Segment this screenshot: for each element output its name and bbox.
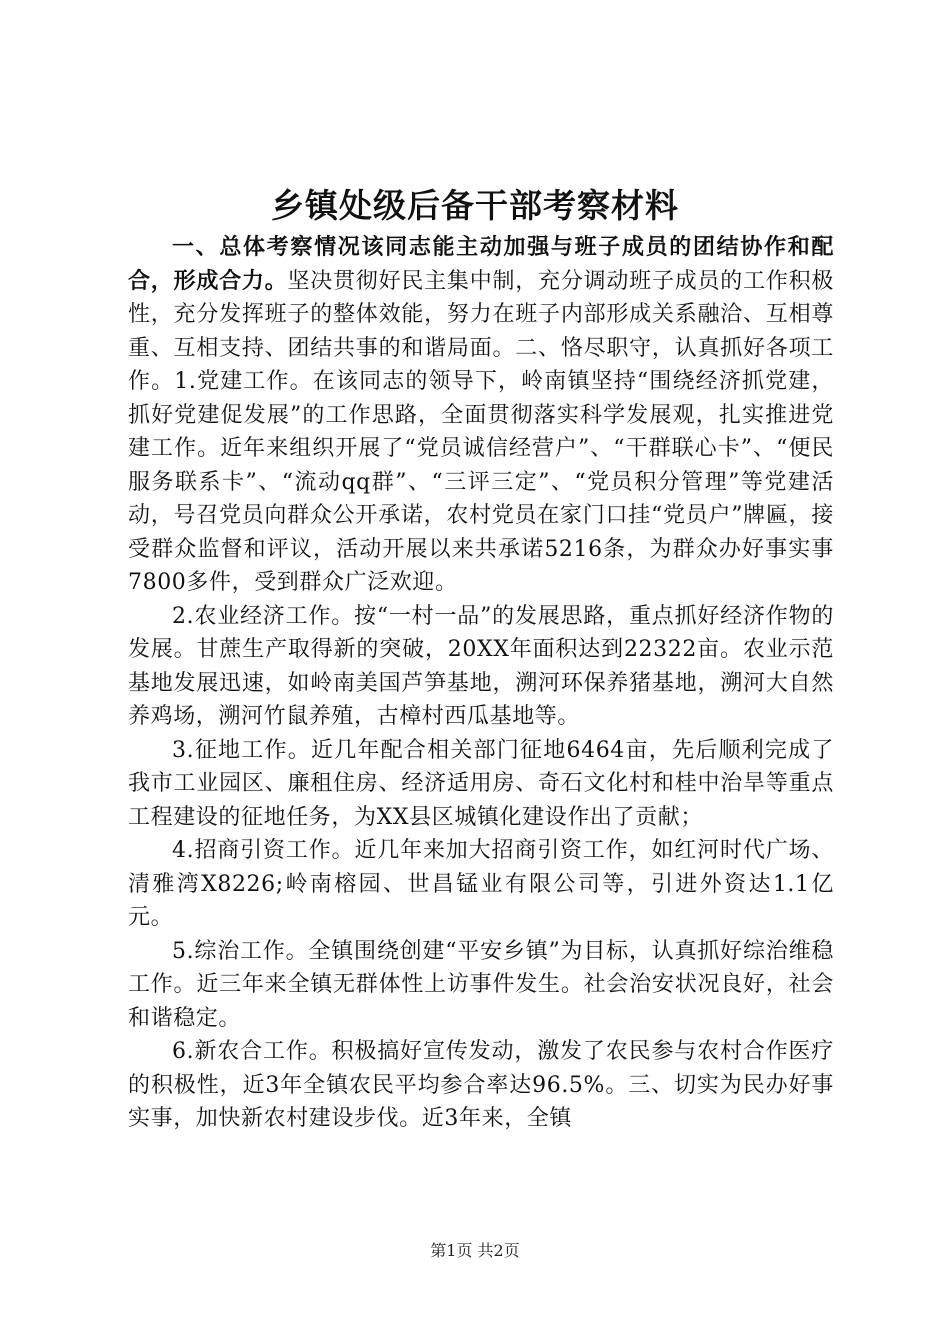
paragraph-overview [128, 231, 834, 600]
page-number-footer: 第1页 共2页 [430, 1241, 520, 1260]
paragraph-text: 坚决贯彻好民主集中制，充分调动班子成员的工作积极性，充分发挥班子的整体效能，努力在班子内部形成关系融洽、互相尊重、互相支持、团结共事的和谐局面。二、恪尽职守，认真抓好各项工作。1.党建工作。在该同志的领导下，岭南镇坚持“围绕经济抓党建，抓好党建促发展”的工作思路，全面贯彻落实科学发展观，扎实推进党建工作。近年来组织开展了“党员诚信经营户”、“干群联心卡”、“便民服务联系卡”、“流动qq群”、“三评三定”、“党员积分管理”等党建活动，号召党员向群众公开承诺，农村党员在家门口挂“党员户”牌匾，接受群众监督和评议，活动开展以来共承诺5216条，为群众办好事实事7800多件，受到群众广泛欢迎。 [128, 268, 835, 595]
paragraph-lead-bold: 一、总体考察情况该同志能主动加强与班子成员的团结协作和配合，形成合力。 [128, 234, 834, 294]
paragraph-agriculture: 2.农业经济工作。按“一村一品”的发展思路，重点抓好经济作物的发展。甘蔗生产取得新的突破，20XX年面积达到22322亩。农业示范基地发展迅速，如岭南美国芦笋基地，溯河环保养猪基地，溯河大自然养鸡场，溯河竹鼠养殖，古樟村西瓜基地等。 [128, 603, 834, 729]
document-title: 乡镇处级后备干部考察材料 [271, 186, 679, 225]
paragraph-land-acquisition: 3.征地工作。近几年配合相关部门征地6464亩，先后顺利完成了我市工业园区、廉租住房、经济适用房、奇石文化村和桂中治旱等重点工程建设的征地任务，为XX县区城镇化建设作出了贡献； [128, 737, 834, 830]
paragraph-public-security: 5.综治工作。全镇围绕创建“平安乡镇”为目标，认真抓好综治维稳工作。近三年来全镇无群体性上访事件发生。社会治安状况良好，社会和谐稳定。 [128, 938, 834, 1031]
paragraph-rural-healthcare: 6.新农合工作。积极搞好宣传发动，激发了农民参与农村合作医疗的积极性，近3年全镇农民平均参合率达96.5%。三、切实为民办好事实事，加快新农村建设步伐。近3年来，全镇 [128, 1039, 834, 1131]
document-body [128, 231, 834, 1136]
paragraph-investment: 4.招商引资工作。近几年来加大招商引资工作，如红河时代广场、清雅湾X8226;岭南榕园、世昌锰业有限公司等，引进外资达1.1亿元。 [128, 838, 834, 930]
